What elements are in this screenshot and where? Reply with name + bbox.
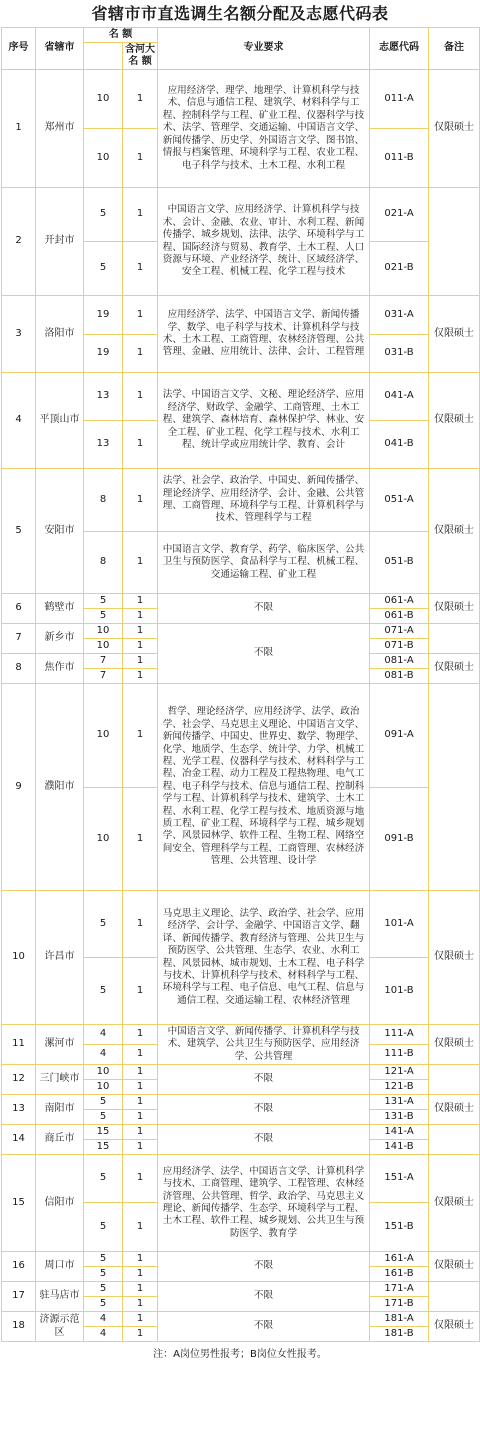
cell-major: 哲学、理论经济学、应用经济学、法学、政治学、社会学、马克思主义理论、中国语言文学、新闻传播学、中国史、世界史、数学、物理学、化学、地质学、生态学、统计学、力学、机械工程、光学工程、仪器科学与技术、材料科学与工程、冶金工程、动力工程及工程热物理、电气工程、电子科学与技术、信息与通信工程、控制科学与工程、计算机科学与技术、建筑学、土木工程、水利工程、化学工程与技术、地质资源与地质工程、矿业工程、环境科学与工程、城乡规划学、风景园林学、软件工程、生物工程、网络空间安全、管理科学与工程、工商管理、农林经济管理、公共管理、设计学 [158, 684, 370, 891]
cell-quota-tanghe: 1 [123, 669, 158, 684]
cell-code: 081-A [370, 654, 429, 669]
cell-major: 不限 [158, 1312, 370, 1342]
cell-quota-tanghe: 1 [123, 296, 158, 335]
cell-city: 商丘市 [36, 1125, 84, 1155]
cell-quota-tanghe: 1 [123, 891, 158, 958]
cell-quota: 10 [84, 1065, 123, 1080]
cell-code: 141-B [370, 1140, 429, 1155]
cell-quota: 5 [84, 958, 123, 1025]
quota-table [1, 27, 480, 1342]
cell-code: 161-A [370, 1252, 429, 1267]
cell-quota: 5 [84, 1252, 123, 1267]
footer-note: 注：A岗位男性报考；B岗位女性报考。 [153, 1349, 327, 1360]
cell-seq: 16 [2, 1252, 36, 1282]
cell-major: 不限 [158, 1125, 370, 1155]
cell-quota-tanghe: 1 [123, 624, 158, 639]
cell-major: 中国语言文学、新闻传播学、计算机科学与技术、建筑学、公共卫生与预防医学、应用经济学、公共管理 [158, 1025, 370, 1065]
cell-code: 091-A [370, 684, 429, 788]
cell-quota: 5 [84, 1203, 123, 1252]
cell-code: 151-B [370, 1203, 429, 1252]
cell-code: 041-A [370, 373, 429, 421]
cell-major: 不限 [158, 1065, 370, 1095]
cell-quota-tanghe: 1 [123, 70, 158, 129]
header-city: 省辖市 [36, 28, 84, 70]
cell-seq: 3 [2, 296, 36, 373]
header-row [2, 28, 480, 43]
cell-major: 不限 [158, 1282, 370, 1312]
cell-quota: 5 [84, 609, 123, 624]
table-row [2, 296, 480, 335]
cell-code: 171-B [370, 1297, 429, 1312]
table-row [2, 1125, 480, 1140]
table-row [2, 1065, 480, 1080]
cell-note: 仅限硕士 [429, 469, 480, 594]
cell-quota-tanghe: 1 [123, 1065, 158, 1080]
cell-quota: 5 [84, 1110, 123, 1125]
cell-code: 011-A [370, 70, 429, 129]
cell-note [429, 1125, 480, 1155]
cell-quota-tanghe: 1 [123, 1045, 158, 1065]
header-quota: 名 额 [84, 28, 158, 43]
cell-major: 不限 [158, 594, 370, 624]
cell-quota: 13 [84, 373, 123, 421]
cell-quota: 10 [84, 684, 123, 788]
cell-seq: 14 [2, 1125, 36, 1155]
cell-quota: 4 [84, 1045, 123, 1065]
header-note: 备注 [429, 28, 480, 70]
cell-city: 鹤壁市 [36, 594, 84, 624]
cell-seq: 4 [2, 373, 36, 469]
cell-quota: 10 [84, 70, 123, 129]
cell-seq: 2 [2, 188, 36, 296]
cell-quota: 19 [84, 335, 123, 373]
cell-quota: 15 [84, 1140, 123, 1155]
cell-quota-tanghe: 1 [123, 1110, 158, 1125]
cell-quota-tanghe: 1 [123, 654, 158, 669]
cell-quota: 10 [84, 624, 123, 639]
cell-note [429, 684, 480, 891]
table-row [2, 624, 480, 639]
cell-quota: 10 [84, 639, 123, 654]
cell-code: 031-B [370, 335, 429, 373]
cell-note: 仅限硕士 [429, 70, 480, 188]
cell-code: 121-A [370, 1065, 429, 1080]
cell-quota: 5 [84, 1282, 123, 1297]
cell-code: 031-A [370, 296, 429, 335]
cell-quota: 10 [84, 129, 123, 188]
cell-city: 南阳市 [36, 1095, 84, 1125]
cell-major: 法学、中国语言文学、文秘、理论经济学、应用经济学、财政学、金融学、工商管理、土木工程、建筑学、森林培育、森林保护学、林业、安全工程、矿业工程、化学工程与技术、水利工程、统计学或应用统计学、教育、会计 [158, 373, 370, 469]
cell-city: 郑州市 [36, 70, 84, 188]
cell-note [429, 624, 480, 654]
cell-note: 仅限硕士 [429, 594, 480, 624]
header-major: 专业要求 [158, 28, 370, 70]
cell-quota-tanghe: 1 [123, 1203, 158, 1252]
cell-seq: 7 [2, 624, 36, 654]
cell-code: 161-B [370, 1267, 429, 1282]
cell-major: 不限 [158, 1252, 370, 1282]
cell-quota-tanghe: 1 [123, 1155, 158, 1203]
cell-code: 171-A [370, 1282, 429, 1297]
cell-seq: 18 [2, 1312, 36, 1342]
header-seq: 序号 [2, 28, 36, 70]
cell-code: 021-A [370, 188, 429, 242]
cell-seq: 12 [2, 1065, 36, 1095]
cell-note: 仅限硕士 [429, 373, 480, 469]
cell-seq: 6 [2, 594, 36, 624]
cell-city: 安阳市 [36, 469, 84, 594]
cell-major: 中国语言文学、应用经济学、计算机科学与技术、会计、金融、农业、审计、水利工程、新闻传播学、城乡规划、法律、法学、环境科学与工程、国际经济与贸易、教育学、土木工程、人口资源与环境、产业经济学、统计、区域经济学、安全工程、机械工程、化学工程与技术 [158, 188, 370, 296]
table-row [2, 684, 480, 788]
cell-city: 洛阳市 [36, 296, 84, 373]
cell-quota: 4 [84, 1312, 123, 1327]
table-row [2, 1155, 480, 1203]
cell-quota-tanghe: 1 [123, 1080, 158, 1095]
cell-quota: 19 [84, 296, 123, 335]
cell-quota: 7 [84, 654, 123, 669]
cell-city: 平顶山市 [36, 373, 84, 469]
cell-quota-tanghe: 1 [123, 1327, 158, 1342]
cell-note: 仅限硕士 [429, 891, 480, 1025]
cell-quota: 4 [84, 1327, 123, 1342]
table-row [2, 594, 480, 609]
cell-city: 信阳市 [36, 1155, 84, 1252]
cell-note [429, 1282, 480, 1312]
cell-city: 新乡市 [36, 624, 84, 654]
cell-quota: 5 [84, 891, 123, 958]
cell-quota-tanghe: 1 [123, 469, 158, 532]
cell-seq: 15 [2, 1155, 36, 1252]
cell-code: 131-B [370, 1110, 429, 1125]
cell-quota-tanghe: 1 [123, 788, 158, 891]
cell-quota-tanghe: 1 [123, 609, 158, 624]
cell-quota-tanghe: 1 [123, 335, 158, 373]
cell-code: 101-B [370, 958, 429, 1025]
cell-major: 不限 [158, 1095, 370, 1125]
cell-note: 仅限硕士 [429, 1095, 480, 1125]
cell-seq: 9 [2, 684, 36, 891]
cell-code: 051-B [370, 532, 429, 594]
cell-quota-tanghe: 1 [123, 684, 158, 788]
cell-seq: 17 [2, 1282, 36, 1312]
table-row [2, 891, 480, 958]
cell-major: 不限 [158, 624, 370, 684]
cell-quota-tanghe: 1 [123, 242, 158, 296]
cell-quota-tanghe: 1 [123, 1267, 158, 1282]
cell-code: 071-A [370, 624, 429, 639]
cell-quota-tanghe: 1 [123, 1095, 158, 1110]
cell-quota: 8 [84, 469, 123, 532]
cell-quota-tanghe: 1 [123, 1125, 158, 1140]
table-row [2, 1252, 480, 1267]
cell-code: 081-B [370, 669, 429, 684]
cell-quota-tanghe: 1 [123, 958, 158, 1025]
cell-note: 仅限硕士 [429, 654, 480, 684]
table-row [2, 70, 480, 129]
cell-code: 181-B [370, 1327, 429, 1342]
cell-quota-tanghe: 1 [123, 373, 158, 421]
cell-quota: 5 [84, 594, 123, 609]
cell-major: 马克思主义理论、法学、政治学、社会学、应用经济学、会计学、金融学、中国语言文学、翻译、新闻传播学、教育经济与管理、公共卫生与预防医学、公共管理、生态学、农业、水利工程、风景园林、城市规划、土木工程、电子科学与技术、计算机科学与技术、材料科学与工程、环境科学与工程、电子信息、电气工程、信息与通信工程、交通运输工程、农林经济管理 [158, 891, 370, 1025]
cell-seq: 13 [2, 1095, 36, 1125]
cell-quota-tanghe: 1 [123, 1025, 158, 1045]
cell-code: 101-A [370, 891, 429, 958]
cell-quota: 5 [84, 1297, 123, 1312]
cell-city: 许昌市 [36, 891, 84, 1025]
cell-major: 中国语言文学、教育学、药学、临床医学、公共卫生与预防医学、食品科学与工程、机械工程、交通运输工程、矿业工程 [158, 532, 370, 594]
cell-city: 周口市 [36, 1252, 84, 1282]
header-quota-tanghe: 含河大名 额 [123, 43, 158, 70]
cell-quota: 10 [84, 1080, 123, 1095]
cell-code: 141-A [370, 1125, 429, 1140]
table-row [2, 1312, 480, 1327]
cell-quota-tanghe: 1 [123, 639, 158, 654]
header-code: 志愿代码 [370, 28, 429, 70]
cell-city: 焦作市 [36, 654, 84, 684]
cell-quota: 15 [84, 1125, 123, 1140]
cell-code: 021-B [370, 242, 429, 296]
cell-quota-tanghe: 1 [123, 188, 158, 242]
cell-quota: 5 [84, 1267, 123, 1282]
cell-major: 法学、社会学、政治学、中国史、新闻传播学、理论经济学、应用经济学、会计、金融、公共管理、工商管理、环境科学与工程、计算机科学与技术、管理科学与工程 [158, 469, 370, 532]
cell-quota-tanghe: 1 [123, 1297, 158, 1312]
cell-quota: 5 [84, 1155, 123, 1203]
cell-code: 131-A [370, 1095, 429, 1110]
cell-quota-tanghe: 1 [123, 532, 158, 594]
cell-code: 151-A [370, 1155, 429, 1203]
cell-quota-tanghe: 1 [123, 1140, 158, 1155]
page-title: 省辖市市直选调生名额分配及志愿代码表 [91, 4, 389, 23]
cell-code: 071-B [370, 639, 429, 654]
cell-quota: 7 [84, 669, 123, 684]
table-body [2, 70, 480, 1342]
cell-note: 仅限硕士 [429, 1252, 480, 1282]
cell-quota: 4 [84, 1025, 123, 1045]
table-row [2, 188, 480, 242]
cell-note: 仅限硕士 [429, 1312, 480, 1342]
cell-city: 济源示范区 [36, 1312, 84, 1342]
header-quota-total [84, 43, 123, 70]
cell-city: 濮阳市 [36, 684, 84, 891]
cell-quota: 5 [84, 242, 123, 296]
cell-quota: 5 [84, 1095, 123, 1110]
cell-note: 仅限硕士 [429, 296, 480, 373]
cell-note: 仅限硕士 [429, 1025, 480, 1065]
cell-quota-tanghe: 1 [123, 1282, 158, 1297]
cell-code: 011-B [370, 129, 429, 188]
cell-major: 应用经济学、理学、地理学、计算机科学与技术、信息与通信工程、建筑学、材料科学与工程、控制科学与工程、矿业工程、仪器科学与技术、法学、管理学、交通运输、中国语言文学、新闻传播学、历史学、外国语言文学、图书馆、情报与档案管理、环境科学与工程、农业工程、电子科学与技术、土木工程、水利工程 [158, 70, 370, 188]
cell-code: 111-A [370, 1025, 429, 1045]
cell-note [429, 1065, 480, 1095]
cell-code: 041-B [370, 421, 429, 469]
table-row [2, 1095, 480, 1110]
table-row [2, 1282, 480, 1297]
cell-seq: 1 [2, 70, 36, 188]
cell-code: 111-B [370, 1045, 429, 1065]
cell-code: 091-B [370, 788, 429, 891]
table-row [2, 373, 480, 421]
table-row [2, 469, 480, 532]
cell-code: 181-A [370, 1312, 429, 1327]
cell-major: 应用经济学、法学、中国语言文学、新闻传播学、数学、电子科学与技术、计算机科学与技术、土木工程、工商管理、农林经济管理、公共管理、金融、应用统计、法律、会计、工程管理 [158, 296, 370, 373]
cell-quota-tanghe: 1 [123, 129, 158, 188]
cell-seq: 11 [2, 1025, 36, 1065]
cell-city: 驻马店市 [36, 1282, 84, 1312]
table-row [2, 1025, 480, 1045]
cell-quota-tanghe: 1 [123, 1252, 158, 1267]
cell-quota-tanghe: 1 [123, 594, 158, 609]
cell-city: 三门峡市 [36, 1065, 84, 1095]
cell-quota-tanghe: 1 [123, 1312, 158, 1327]
cell-code: 061-A [370, 594, 429, 609]
cell-note [429, 188, 480, 296]
cell-seq: 5 [2, 469, 36, 594]
cell-seq: 10 [2, 891, 36, 1025]
cell-quota: 5 [84, 188, 123, 242]
cell-note: 仅限硕士 [429, 1155, 480, 1252]
cell-quota: 10 [84, 788, 123, 891]
cell-quota: 8 [84, 532, 123, 594]
cell-quota: 13 [84, 421, 123, 469]
cell-city: 漯河市 [36, 1025, 84, 1065]
cell-major: 应用经济学、法学、中国语言文学、计算机科学与技术、工商管理、建筑学、工程管理、农林经济管理、公共管理、哲学、政治学、马克思主义理论、新闻传播学、生态学、环境科学与工程、土木工程、软件工程、城乡规划、公共卫生与预防医学、教育学 [158, 1155, 370, 1252]
cell-code: 121-B [370, 1080, 429, 1095]
cell-city: 开封市 [36, 188, 84, 296]
cell-code: 061-B [370, 609, 429, 624]
cell-seq: 8 [2, 654, 36, 684]
cell-quota-tanghe: 1 [123, 421, 158, 469]
cell-code: 051-A [370, 469, 429, 532]
